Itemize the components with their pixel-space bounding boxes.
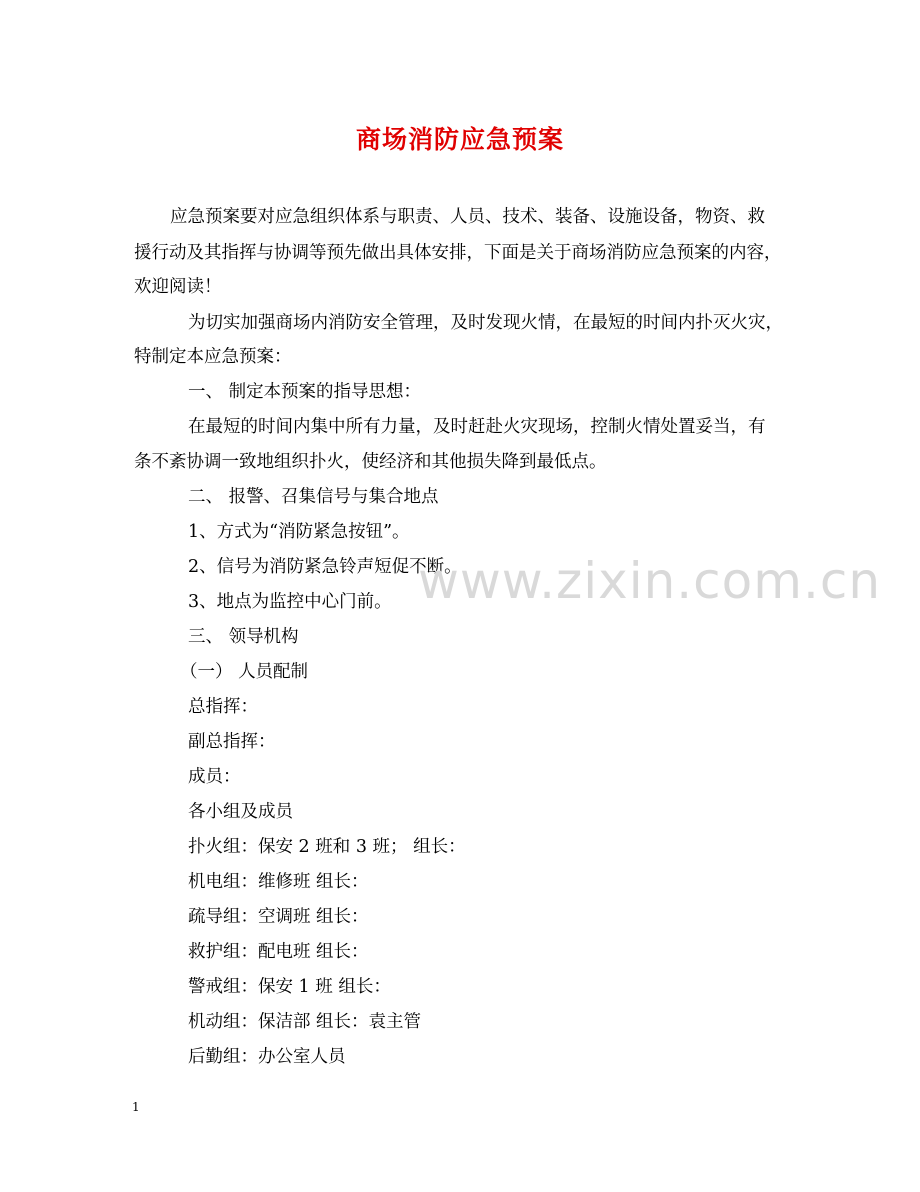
role-line: 警戒组：保安 1 班 组长： (188, 977, 391, 997)
role-line: 后勤组：办公室人员 (188, 1047, 346, 1067)
section-3-heading: 三、 领导机构 (188, 627, 299, 647)
role-line: 总指挥： (188, 697, 258, 717)
role-line: 副总指挥： (188, 732, 276, 752)
purpose-line-1: 为切实加强商场内消防安全管理，及时发现火情，在最短的时间内扑灭火灾， (188, 313, 783, 333)
intro-line-3: 欢迎阅读！ (134, 277, 222, 297)
section-2-heading: 二、 报警、召集信号与集合地点 (188, 487, 439, 507)
section-1-body-line-1: 在最短的时间内集中所有力量，及时赶赴火灾现场，控制火情处置妥当，有 (188, 417, 766, 437)
section-1-body-line-2: 条不紊协调一致地组织扑火，使经济和其他损失降到最低点。 (134, 452, 607, 472)
role-line: 机电组：维修班 组长： (188, 872, 369, 892)
section-2-item-2: 2、信号为消防紧急铃声短促不断。 (188, 557, 462, 577)
role-line: 救护组：配电班 组长： (188, 942, 369, 962)
section-2-item-3: 3、地点为监控中心门前。 (188, 592, 392, 612)
document-title: 商场消防应急预案 (355, 125, 564, 154)
section-2-item-1: 1、方式为“消防紧急按钮”。 (188, 522, 410, 542)
role-line: 机动组：保洁部 组长：袁主管 (188, 1012, 422, 1032)
role-line: 扑火组：保安 2 班和 3 班； 组长： (188, 837, 466, 857)
intro-line-1: 应急预案要对应急组织体系与职责、人员、技术、装备、设施设备，物资、救 (170, 207, 765, 227)
role-line: 疏导组：空调班 组长： (188, 907, 369, 927)
section-1-heading: 一、 制定本预案的指导思想： (188, 382, 422, 402)
purpose-line-2: 特制定本应急预案： (134, 347, 292, 367)
subsection-1-heading: （一） 人员配制 (180, 662, 309, 682)
intro-line-2: 援行动及其指挥与协调等预先做出具体安排，下面是关于商场消防应急预案的内容， (134, 243, 782, 263)
watermark: www.zixin.com.cn (418, 552, 882, 610)
role-line: 成员： (188, 767, 241, 787)
role-line: 各小组及成员 (188, 802, 293, 822)
page-number: 1 (132, 1100, 140, 1114)
